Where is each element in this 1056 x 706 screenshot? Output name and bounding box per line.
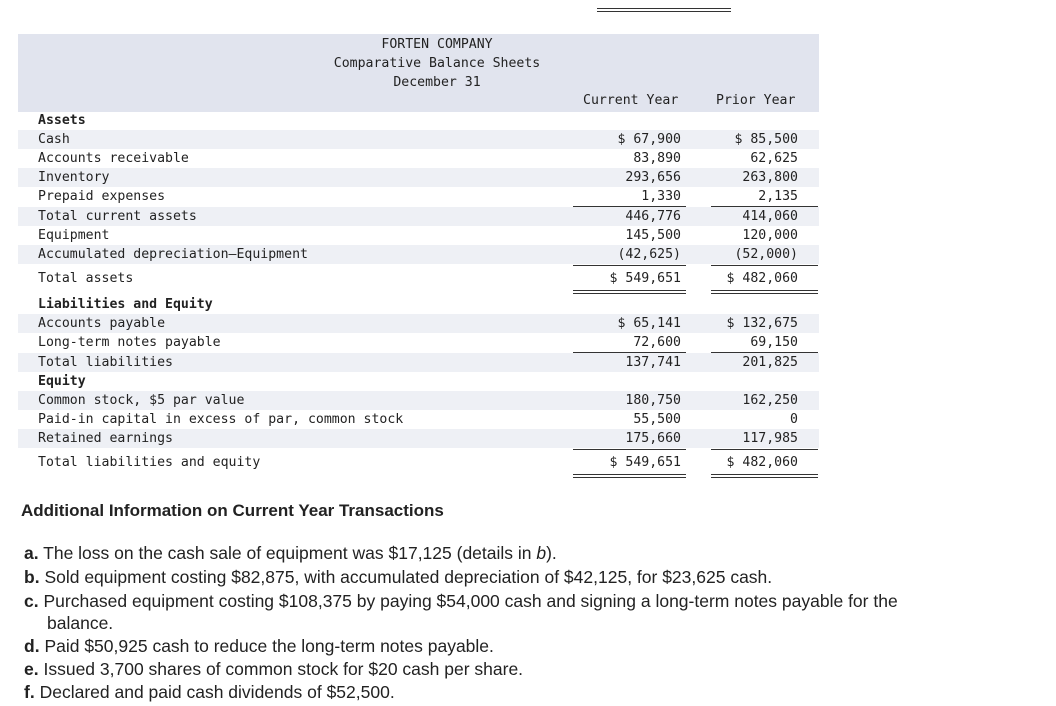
current-value: $ 549,651 xyxy=(609,455,681,470)
total-double-rule xyxy=(711,474,818,475)
row-label: Paid-in capital in excess of par, common stock xyxy=(38,412,404,427)
item-ref: b xyxy=(536,543,547,563)
current-value: (42,625) xyxy=(617,247,681,262)
prior-value: (52,000) xyxy=(734,247,798,262)
info-item-b xyxy=(24,566,772,589)
item-text: Purchased equipment costing $108,375 by paying $54,000 cash and signing a long-term notes payable for the xyxy=(43,591,898,611)
row-label: Retained earnings xyxy=(38,431,173,446)
statement-header xyxy=(18,34,819,112)
company-name: FORTEN COMPANY xyxy=(381,37,493,52)
table-row xyxy=(18,187,819,206)
prior-value: 120,000 xyxy=(742,228,798,243)
column-header-prior: Prior Year xyxy=(716,93,796,108)
item-letter: f. xyxy=(24,682,35,702)
prior-value: 162,250 xyxy=(742,393,798,408)
current-value: 1,330 xyxy=(641,189,681,204)
info-item-a xyxy=(24,542,557,565)
prior-value: $ 85,500 xyxy=(734,132,798,147)
row-label: Accounts payable xyxy=(38,316,166,331)
current-value: 83,890 xyxy=(633,151,681,166)
column-header-current: Current Year xyxy=(583,93,679,108)
prior-value: 2,135 xyxy=(758,189,798,204)
total-double-rule xyxy=(573,293,686,294)
current-value: $ 65,141 xyxy=(617,316,681,331)
table-row xyxy=(18,314,819,333)
prior-value: 414,060 xyxy=(742,209,798,224)
info-item-f xyxy=(24,681,395,704)
info-item-c xyxy=(24,590,898,613)
table-row xyxy=(18,353,819,372)
current-value: 145,500 xyxy=(625,228,681,243)
prior-value: 263,800 xyxy=(742,170,798,185)
current-value: 175,660 xyxy=(625,431,681,446)
total-double-rule xyxy=(711,290,818,291)
item-tail: ). xyxy=(546,543,557,563)
current-value: 180,750 xyxy=(625,393,681,408)
table-row xyxy=(18,130,819,149)
table-row xyxy=(18,245,819,264)
current-value: $ 549,651 xyxy=(609,271,681,286)
prior-value: 69,150 xyxy=(750,335,798,350)
row-label: Equipment xyxy=(38,228,110,243)
section-assets xyxy=(18,111,819,130)
row-label: Long-term notes payable xyxy=(38,335,221,350)
section-label: Liabilities and Equity xyxy=(38,297,213,312)
prior-value: $ 482,060 xyxy=(726,455,798,470)
item-text: Sold equipment costing $82,875, with accumulated depreciation of $42,125, for $23,625 cash. xyxy=(44,567,773,587)
current-value: 72,600 xyxy=(633,335,681,350)
table-row xyxy=(18,391,819,410)
total-double-rule xyxy=(573,477,686,478)
subtotal-rule xyxy=(711,449,818,450)
info-item-d xyxy=(24,635,494,658)
current-value: 293,656 xyxy=(625,170,681,185)
prior-value: 0 xyxy=(790,412,798,427)
current-value: 137,741 xyxy=(625,355,681,370)
prior-value: 117,985 xyxy=(742,431,798,446)
section-equity xyxy=(18,372,819,391)
prior-value: $ 482,060 xyxy=(726,271,798,286)
table-row xyxy=(18,429,819,448)
item-text: Paid $50,925 cash to reduce the long-term notes payable. xyxy=(44,636,494,656)
item-letter: a. xyxy=(24,543,39,563)
item-letter: e. xyxy=(24,659,39,679)
subtotal-rule xyxy=(711,265,818,266)
table-row xyxy=(18,207,819,226)
total-double-rule xyxy=(573,290,686,291)
row-label: Total current assets xyxy=(38,209,197,224)
info-item-c-continued: balance. xyxy=(47,613,114,633)
item-letter: b. xyxy=(24,567,40,587)
section-liabilities-equity xyxy=(18,295,819,314)
section-label: Assets xyxy=(38,113,86,128)
table-row xyxy=(18,333,819,352)
row-label: Total liabilities xyxy=(38,355,173,370)
item-letter: c. xyxy=(24,591,39,611)
subtotal-rule xyxy=(573,265,686,266)
item-text: Declared and paid cash dividends of $52,500. xyxy=(39,682,395,702)
additional-info-heading: Additional Information on Current Year Transactions xyxy=(21,501,444,520)
item-letter: d. xyxy=(24,636,40,656)
row-label: Accumulated depreciation—Equipment xyxy=(38,247,308,262)
prior-value: 201,825 xyxy=(742,355,798,370)
table-row xyxy=(18,226,819,245)
current-value: 446,776 xyxy=(625,209,681,224)
row-label: Total liabilities and equity xyxy=(38,455,261,470)
subtotal-rule xyxy=(573,449,686,450)
current-value: $ 67,900 xyxy=(617,132,681,147)
row-label: Accounts receivable xyxy=(38,151,189,166)
table-row xyxy=(18,269,819,288)
item-text: The loss on the cash sale of equipment was $17,125 (details in xyxy=(43,543,537,563)
row-label: Prepaid expenses xyxy=(38,189,166,204)
row-label: Total assets xyxy=(38,271,134,286)
total-double-rule xyxy=(711,293,818,294)
row-label: Common stock, $5 par value xyxy=(38,393,245,408)
item-text: Issued 3,700 shares of common stock for $20 cash per share. xyxy=(43,659,524,679)
top-double-rule xyxy=(597,8,731,12)
table-row xyxy=(18,410,819,429)
total-double-rule xyxy=(711,477,818,478)
statement-title: Comparative Balance Sheets xyxy=(333,56,541,71)
row-label: Inventory xyxy=(38,170,110,185)
table-row xyxy=(18,149,819,168)
prior-value: $ 132,675 xyxy=(726,316,798,331)
current-value: 55,500 xyxy=(633,412,681,427)
row-label: Cash xyxy=(38,132,70,147)
prior-value: 62,625 xyxy=(750,151,798,166)
table-row xyxy=(18,453,819,472)
total-double-rule xyxy=(573,474,686,475)
section-label: Equity xyxy=(38,374,86,389)
statement-date: December 31 xyxy=(393,75,481,90)
table-row xyxy=(18,168,819,187)
info-item-e xyxy=(24,658,523,681)
